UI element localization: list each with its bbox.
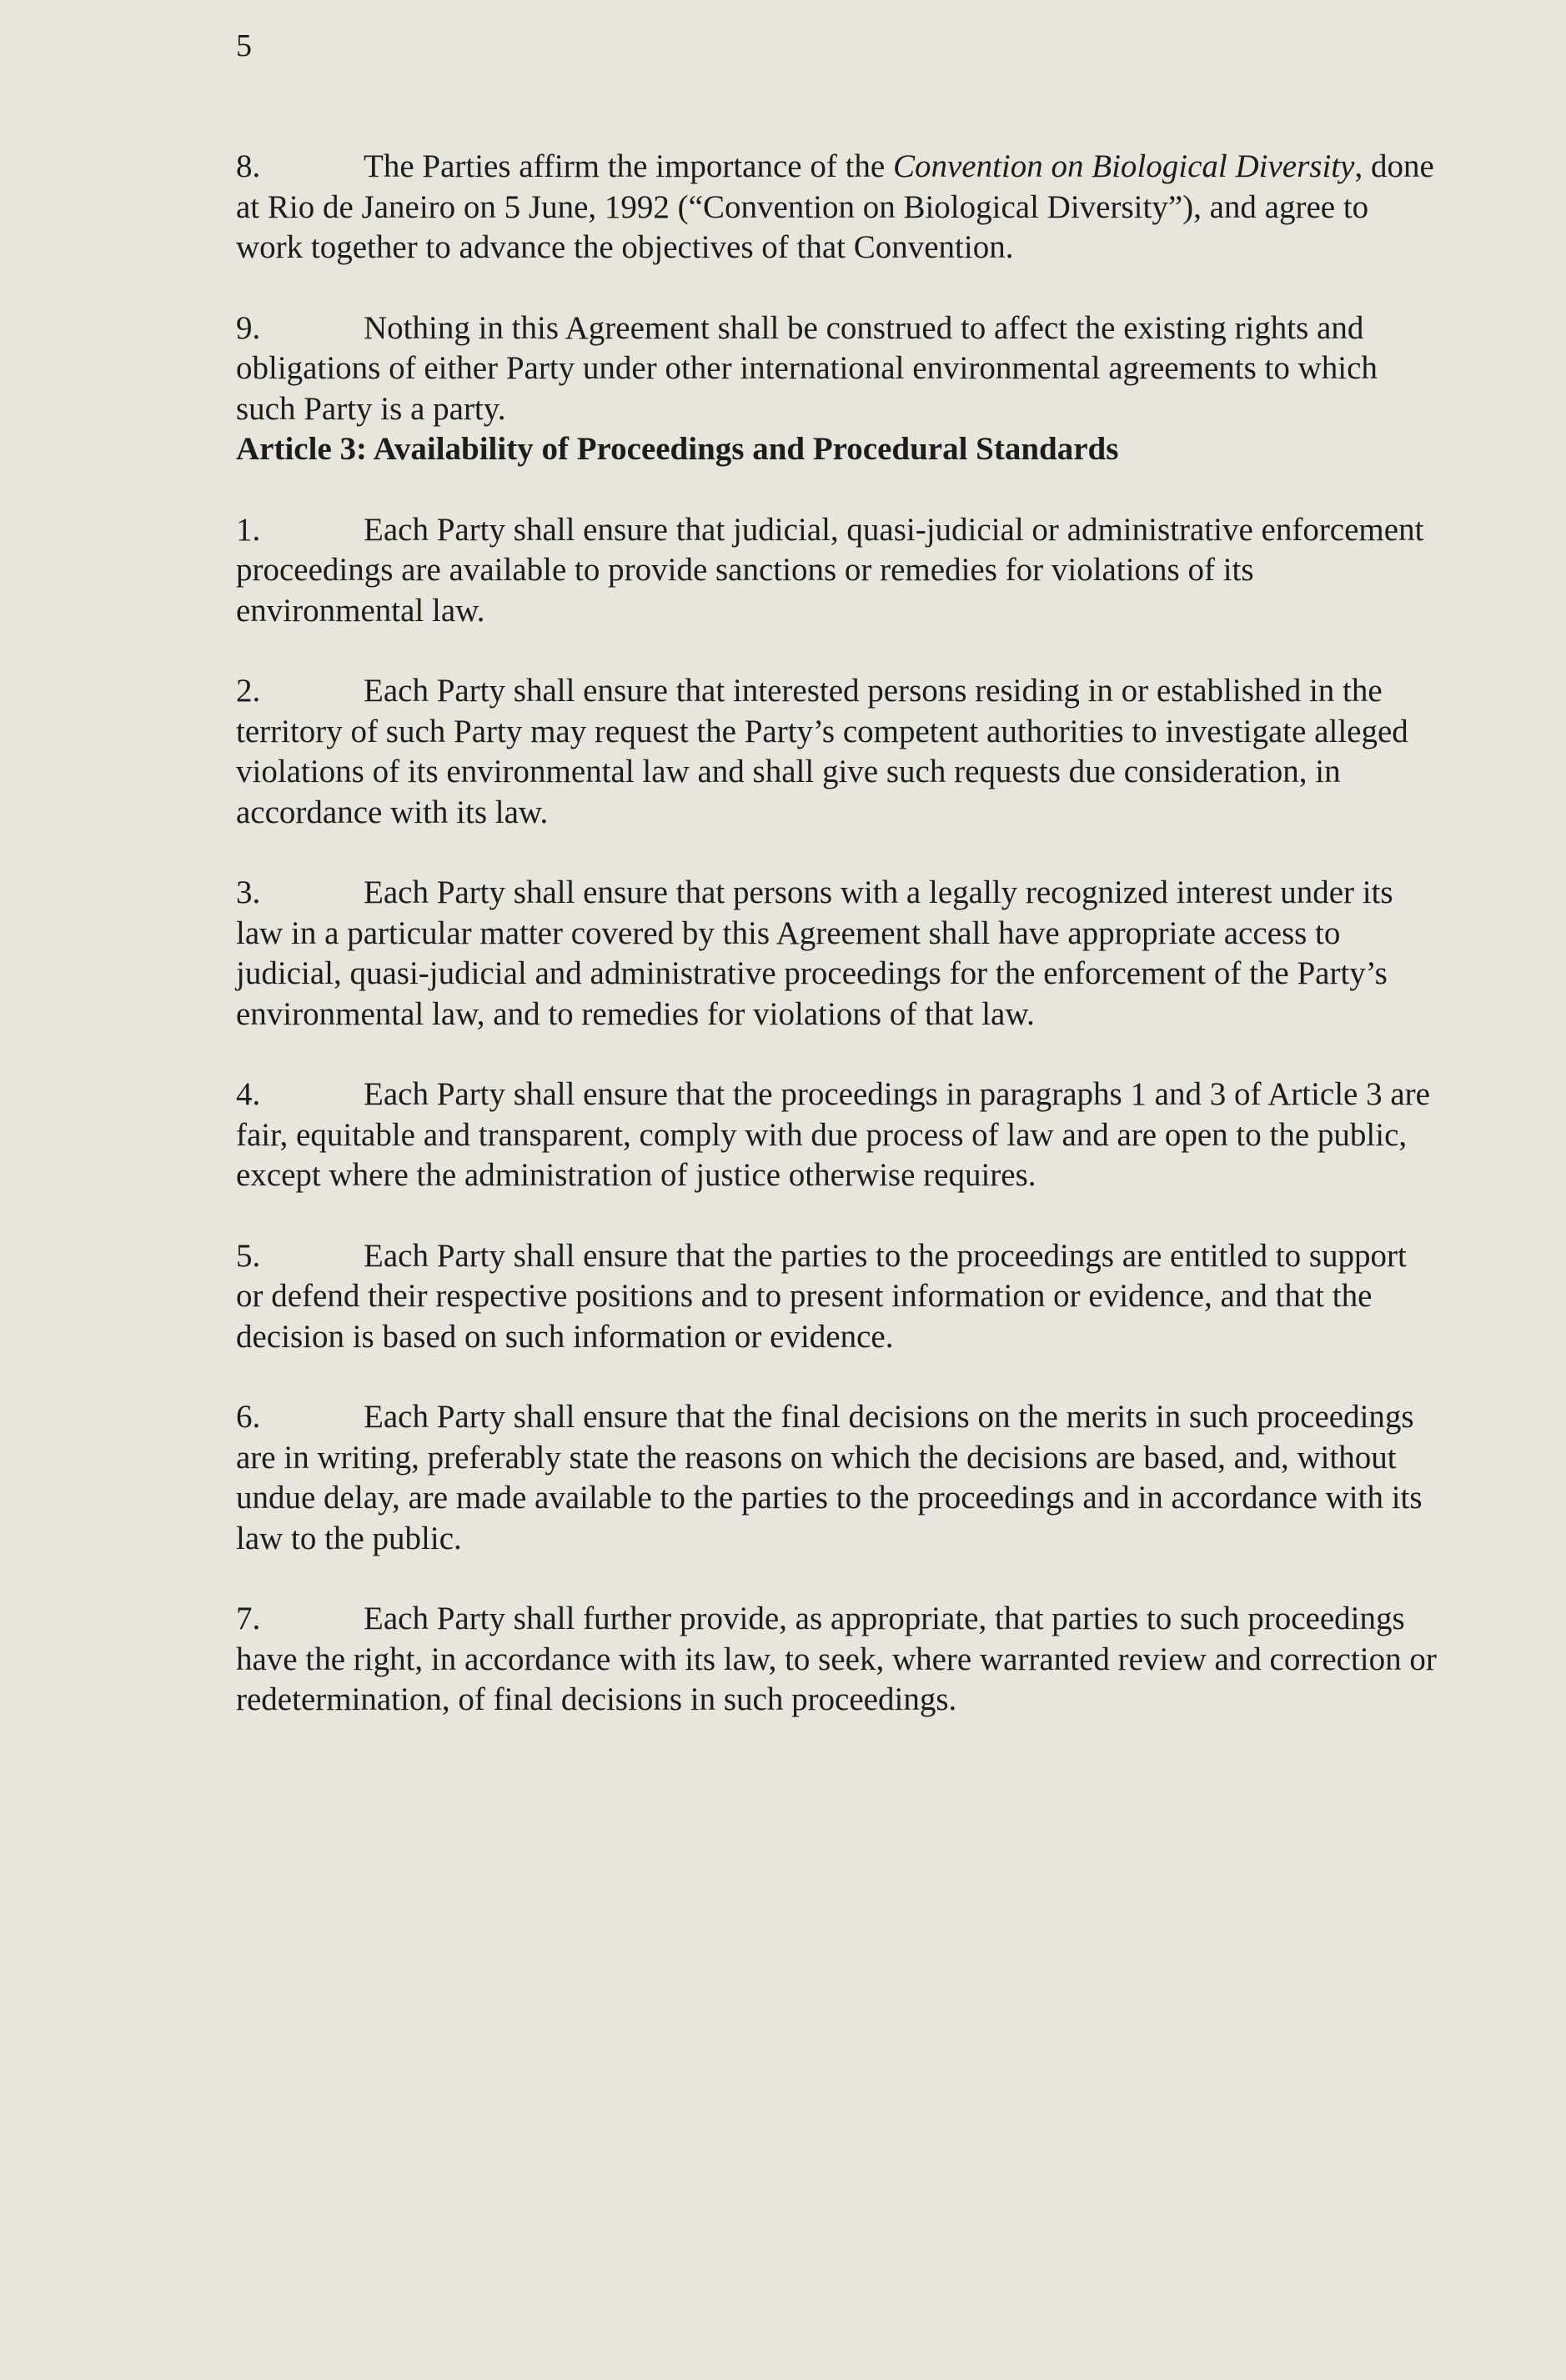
paragraph-text: Each Party shall ensure that judicial, quasi-judicial or administrative enforcement proceedings are available to provide sanctions or remedies for violations of its environmental law. xyxy=(236,511,1424,629)
paragraph-number: 3. xyxy=(236,874,261,910)
convention-title: Convention on Biological Diversity xyxy=(892,148,1355,184)
article-3-paragraph-1 xyxy=(236,510,1437,632)
paragraph-number: 5. xyxy=(236,1237,261,1274)
paragraph-text: Each Party shall ensure that the proceedings in paragraphs 1 and 3 of Article 3 are fair, equitable and transparent, comply with due process of law and are open to the public, except where the administration of justice otherwise requires. xyxy=(236,1076,1430,1193)
article-3-paragraph-7 xyxy=(236,1599,1437,1721)
paragraph-number: 7. xyxy=(236,1601,261,1636)
article-3-paragraph-6 xyxy=(236,1397,1437,1559)
paragraph-text: Nothing in this Agreement shall be construed to affect the existing rights and obligations of either Party under other international environmental agreements to which such Party is a party. xyxy=(236,309,1378,427)
paragraph-number: 8. xyxy=(236,148,261,184)
article-3-paragraph-3 xyxy=(236,873,1437,1035)
article-3-paragraph-4 xyxy=(236,1075,1437,1196)
paragraph-number: 9. xyxy=(236,309,261,346)
paragraph-number: 2. xyxy=(236,673,261,709)
paragraph-9 xyxy=(236,308,1437,430)
paragraph-text: Each Party shall further provide, as appropriate, that parties to such proceedings have the right, in accordance with its law, to seek, where warranted review and correction or redetermination, of final decisions in such proceedings. xyxy=(236,1601,1437,1717)
page-number: 5 xyxy=(236,28,252,63)
paragraph-text: Each Party shall ensure that persons with a legally recognized interest under its law in a particular matter covered by this Agreement shall have appropriate access to judicial, quasi-judicial and administrative proceedings for the enforcement of the Party’s environmental law, and to remedies for violations of that law. xyxy=(236,874,1393,1032)
paragraph-number: 4. xyxy=(236,1076,261,1112)
paragraph-text: Each Party shall ensure that interested persons residing in or established in the territory of such Party may request the Party’s competent authorities to investigate alleged violations of its environmental law and shall give such requests due consideration, in accordance with its law. xyxy=(236,673,1408,830)
document-body xyxy=(236,147,1437,1721)
article-3-heading: Article 3: Availability of Proceedings and Procedural Standards xyxy=(236,431,1119,467)
paragraph-text: The Parties affirm the importance of the xyxy=(364,148,893,184)
paragraph-text: Each Party shall ensure that the parties to the proceedings are entitled to support or defend their respective positions and to present information or evidence, and that the decision is based on such information or evidence. xyxy=(236,1237,1407,1355)
paragraph-text: , done at Rio de Janeiro on 5 June, 1992 (“Convention on Biological Diversity”), and agree to work together to advance the objectives of that Convention. xyxy=(236,148,1434,265)
paragraph-number: 6. xyxy=(236,1399,261,1435)
paragraph-text: Each Party shall ensure that the final decisions on the merits in such proceedings are in writing, preferably state the reasons on which the decisions are based, and, without undue delay, are made available to the parties to the proceedings and in accordance with its law to the public. xyxy=(236,1399,1423,1556)
article-3-paragraph-2 xyxy=(236,671,1437,833)
paragraph-8 xyxy=(236,147,1437,268)
article-3-paragraph-5 xyxy=(236,1236,1437,1358)
paragraph-number: 1. xyxy=(236,511,261,548)
